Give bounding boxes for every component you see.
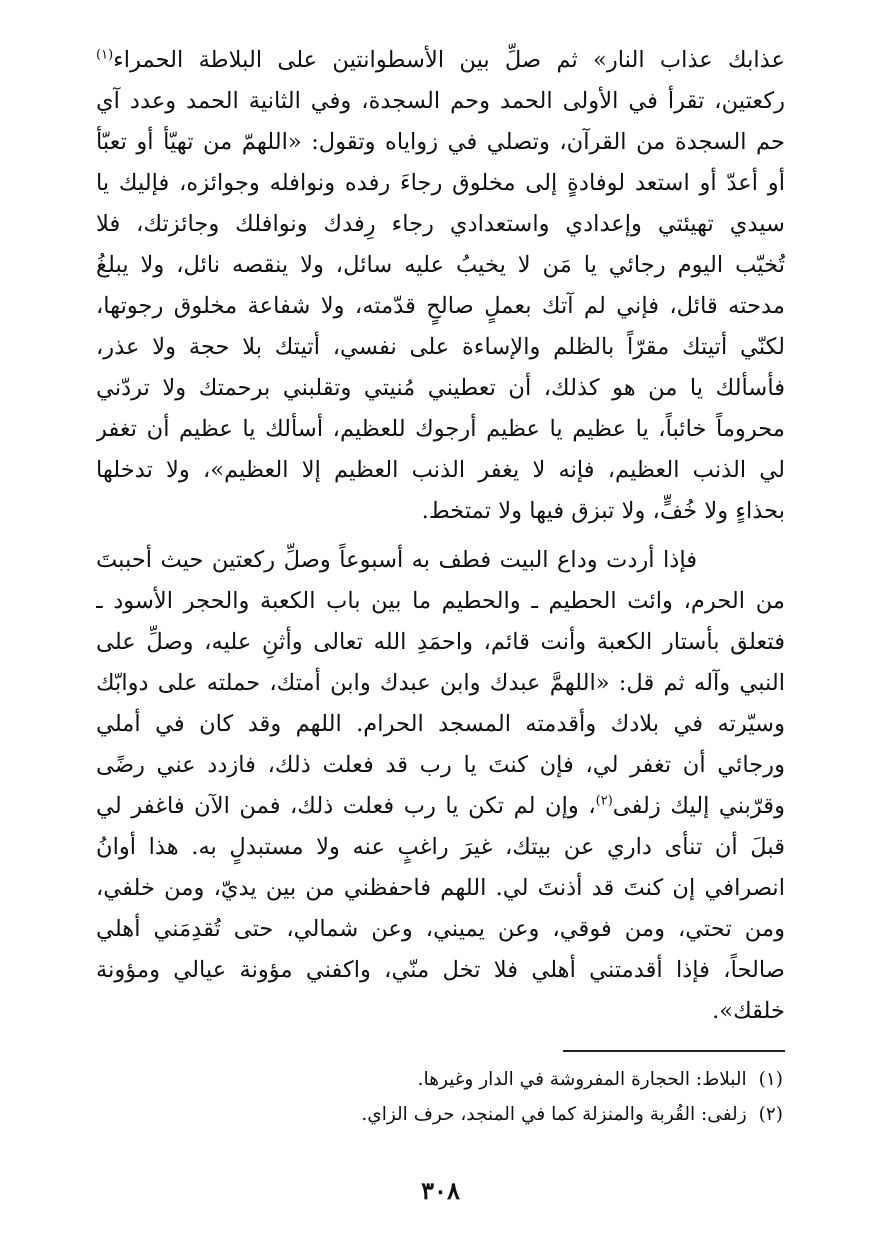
text-line: بحذاءٍ ولا خُفٍّ، ولا تبزق فيها ولا تمتخط. (421, 498, 785, 524)
footnote-text: البلاط: الحجارة المفروشة في الدار وغيرها. (417, 1069, 747, 1090)
text-line: لكنّي أتيتك مقرّاً بالظلم والإساءة على نفسي، أتيتك بلا حجة ولا عذر، (96, 334, 785, 360)
text-line: وسيّرته في بلادك وأقدمته المسجد الحرام. اللهم وقد كان في أملي (96, 711, 785, 737)
paragraph-1 (96, 40, 785, 532)
footnote-ref-1: (١) (96, 47, 114, 63)
text-line: مدحته قائل، فإني لم آتك بعملٍ صالحٍ قدّمته، ولا شفاعة مخلوق رجوتها، (96, 293, 785, 319)
text-line: فإذا أردت وداع البيت فطف به أسبوعاً وصلِّ ركعتين حيث أحببتَ (96, 547, 697, 573)
text-line: النبي وآله ثم قل: «اللهمَّ عبدك وابن عبدك وابن أمتك، حملته على دوابّك (96, 670, 785, 696)
text-line: صالحاً، فإذا أقدمتني أهلي فلا تخل منّي، واكفني مؤونة عيالي ومؤونة (96, 957, 785, 983)
text-line: ركعتين، تقرأ في الأولى الحمد وحم السجدة، وفي الثانية الحمد وعدد آي (96, 88, 785, 114)
text-line: فأسألك يا من هو كذلك، أن تعطيني مُنيتي وتقلبني برحمتك ولا تردّني (96, 375, 785, 401)
footnote-separator (563, 1050, 785, 1052)
text-line: قبلَ أن تنأى داري عن بيتك، غيرَ راغبٍ عنه ولا مستبدلٍ به. هذا أوانُ (96, 834, 785, 860)
page-number: ٣٠٨ (421, 1176, 460, 1205)
text-line: حم السجدة من القرآن، وتصلي في زواياه وتقول: «اللهمّ من تهيّأ أو تعبّأ (96, 129, 785, 155)
text-line: وقرّبني إليك زلفى$^{(٢)}$، وإن لم تكن يا رب فعلت ذلك، فمن الآن فاغفر لي (96, 793, 785, 819)
footnote-ref-2: (٢) (595, 793, 613, 809)
text-line: من الحرم، وائت الحطيم ـ والحطيم ما بين باب الكعبة والحجر الأسود ـ (96, 588, 785, 614)
text-line: فتعلق بأستار الكعبة وأنت قائم، واحمَدِ الله تعالى وأثنِ عليه، وصلِّ على (96, 629, 785, 655)
text-line: محروماً خائباً، يا عظيم يا عظيم أرجوك للعظيم، أسألك يا عظيم أن تغفر (96, 416, 785, 442)
footnote-2 (96, 1100, 783, 1130)
text-line: انصرافي إن كنتَ قد أذنتَ لي. اللهم فاحفظني من بين يديّ، ومن خلفي، (96, 875, 785, 901)
paragraph-2 (96, 540, 785, 1032)
text-line: لي الذنب العظيم، فإنه لا يغفر الذنب العظيم إلا العظيم»، ولا تدخلها (96, 457, 785, 483)
text-line: ومن تحتي، ومن فوقي، وعن يميني، وعن شمالي، حتى تُقدِمَني أهلي (96, 916, 785, 942)
footnote-1 (96, 1065, 783, 1095)
text-line: خلقك». (712, 998, 785, 1024)
footnote-number: (٢) (758, 1104, 783, 1125)
text-line: أو أعدّ أو استعد لوفادةٍ إلى مخلوق رجاءَ رفده ونوافله وجوائزه، فإليك يا (96, 170, 785, 196)
text-line: عذابك عذاب النار» ثم صلِّ بين الأسطوانتين على البلاطة الحمراء$^{(١)}$ (96, 47, 785, 73)
text-line: سيدي تهيئتي وإعدادي واستعدادي رجاء رِفدك ونوافلك وجائزتك، فلا (96, 211, 785, 237)
footnote-number: (١) (758, 1069, 783, 1090)
text-line: ورجائي أن تغفر لي، فإن كنتَ يا رب قد فعلت ذلك، فازدد عني رضًى (96, 752, 785, 778)
footnote-text: زلفى: القُربة والمنزلة كما في المنجد، حرف الزاي. (361, 1104, 747, 1125)
text-line: تُخيّب اليوم رجائي يا مَن لا يخيبُ عليه سائل، ولا ينقصه نائل، ولا يبلغُ (96, 252, 785, 278)
